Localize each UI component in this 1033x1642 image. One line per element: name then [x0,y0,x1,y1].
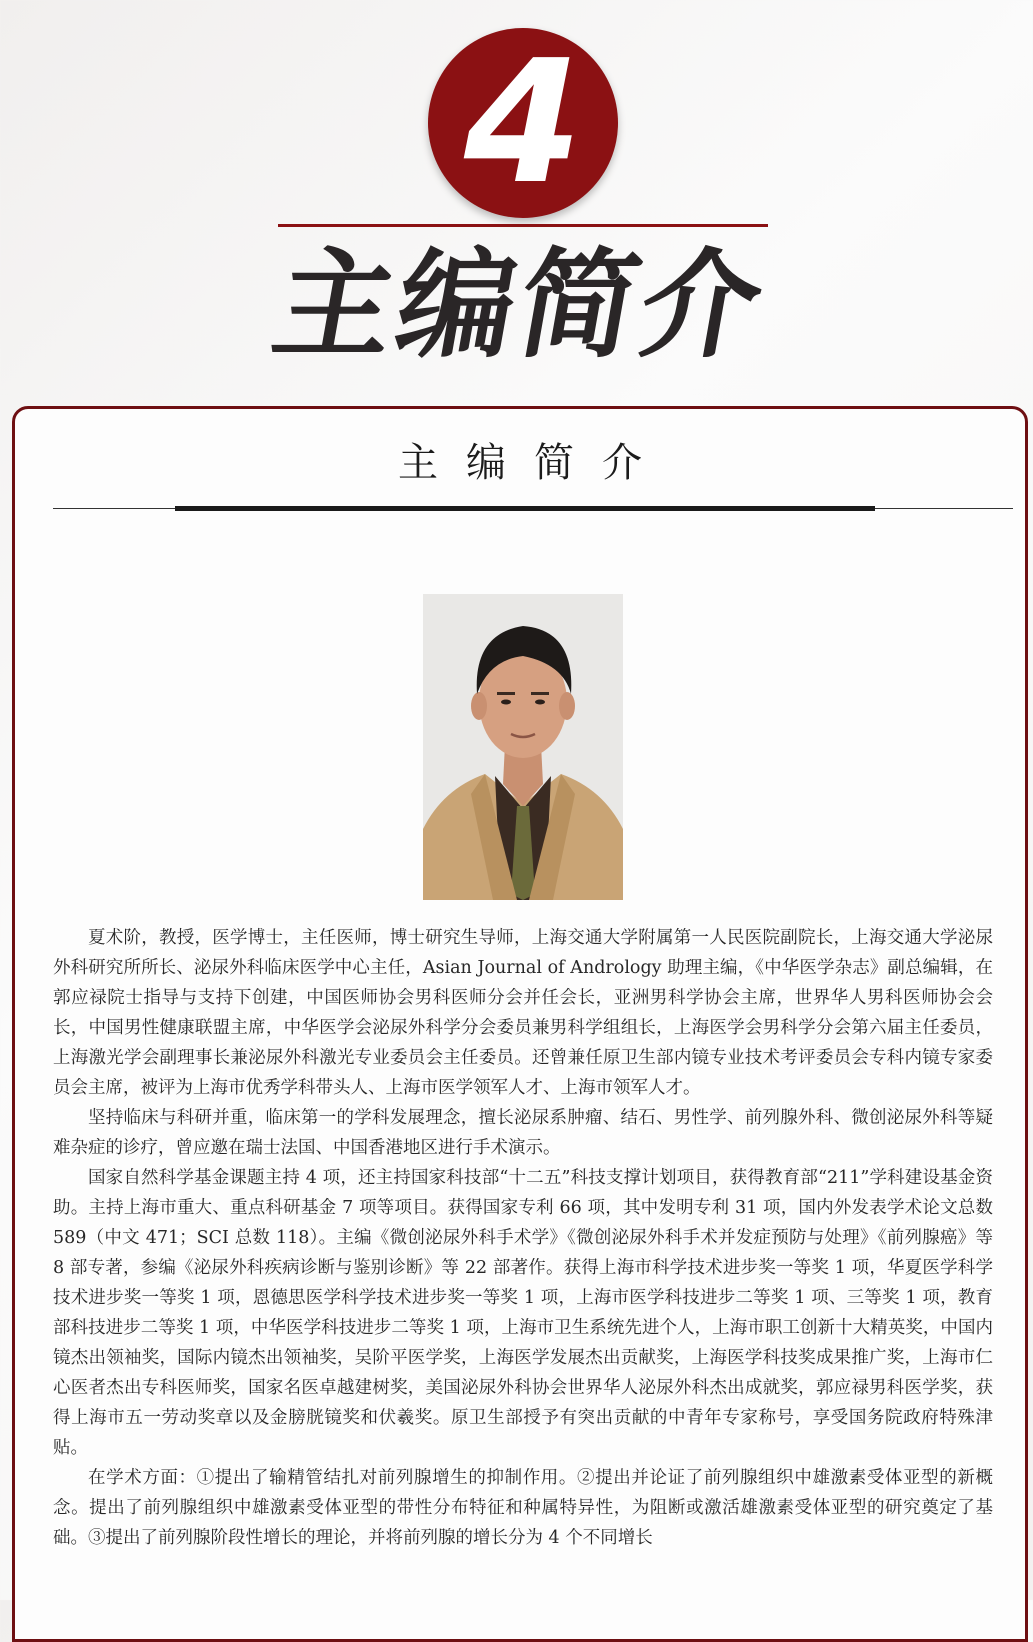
hero-divider [278,224,768,227]
page-title: 主编简介 [398,440,670,486]
book-page [12,406,1028,1642]
biography-paragraph: 国家自然科学基金课题主持 4 项，还主持国家科技部“十二五”科技支撑计划项目，获得教育部“211”学科建设基金资助。主持上海市重大、重点科研基金 7 项等项目。获得国家专利 66 项，其中发明专利 31 项，国内外发表学术论文总数 589（中文 471；SCI 总数 118）。主编《微创泌尿外科手术学》《微创泌尿外科手术并发症预防与处理》《前列腺癌》等 8 部专著，参编《泌尿外科疾病诊断与鉴别诊断》等 22 部著作。获得上海市科学技术进步奖一等奖 1 项，华夏医学科学技术进步奖一等奖 1 项，恩德思医学科学技术进步奖一等奖 1 项，上海市医学科技进步二等奖 1 项、三等奖 1 项，教育部科技进步二等奖 1 项，中华医学科技进步二等奖 1 项，上海市卫生系统先进个人，上海市职工创新十大精英奖，中国内镜杰出领袖奖，国际内镜杰出领袖奖，吴阶平医学奖，上海医学发展杰出贡献奖，上海医学科技奖成果推广奖，上海市仁心医者杰出专科医师奖，国家名医卓越建树奖，美国泌尿外科协会世界华人泌尿外科杰出成就奖，郭应禄男科医学奖，获得上海市五一劳动奖章以及金膀胱镜奖和伏羲奖。原卫生部授予有突出贡献的中青年专家称号，享受国务院政府特殊津贴。 [53,1168,993,1458]
chapter-number-badge [428,24,618,222]
hero-title: 主编简介 [263,236,777,374]
title-rule-thick [175,506,875,511]
chapter-number: 4 [463,24,583,222]
biography-paragraph: 在学术方面：①提出了输精管结扎对前列腺增生的抑制作用。②提出并论证了前列腺组织中雄激素受体亚型的新概念。提出了前列腺组织中雄激素受体亚型的带性分布特征和种属特异性，为阻断或激活雄激素受体亚型的研究奠定了基础。③提出了前列腺阶段性增长的理论，并将前列腺的增长分为 4 个不同增长 [53,1468,993,1548]
portrait-illustration [423,594,623,900]
biography-paragraph: 夏术阶，教授，医学博士，主任医师，博士研究生导师，上海交通大学附属第一人民医院副院长，上海交通大学泌尿外科研究所所长、泌尿外科临床医学中心主任，Asian Journal of Andrology 助理主编，《中华医学杂志》副总编辑，在郭应禄院士指导与支持下创建，中国医师协会男科医师分会并任会长，亚洲男科学协会主席，世界华人男科医师协会会长，中国男性健康联盟主席，中华医学会泌尿外科学分会委员兼男科学组组长，上海医学会男科学分会第六届主任委员，上海激光学会副理事长兼泌尿外科激光专业委员会主任委员。还曾兼任原卫生部内镜专业技术考评委员会专科内镜专家委员会主席，被评为上海市优秀学科带头人、上海市医学领军人才、上海市领军人才。 [53,928,993,1098]
hero-banner [0,0,1033,400]
biography-text [53,923,993,1553]
biography-paragraph: 坚持临床与科研并重，临床第一的学科发展理念，擅长泌尿系肿瘤、结石、男性学、前列腺外科、微创泌尿外科等疑难杂症的诊疗，曾应邀在瑞士法国、中国香港地区进行手术演示。 [53,1108,993,1158]
editor-portrait-photo [423,594,623,900]
